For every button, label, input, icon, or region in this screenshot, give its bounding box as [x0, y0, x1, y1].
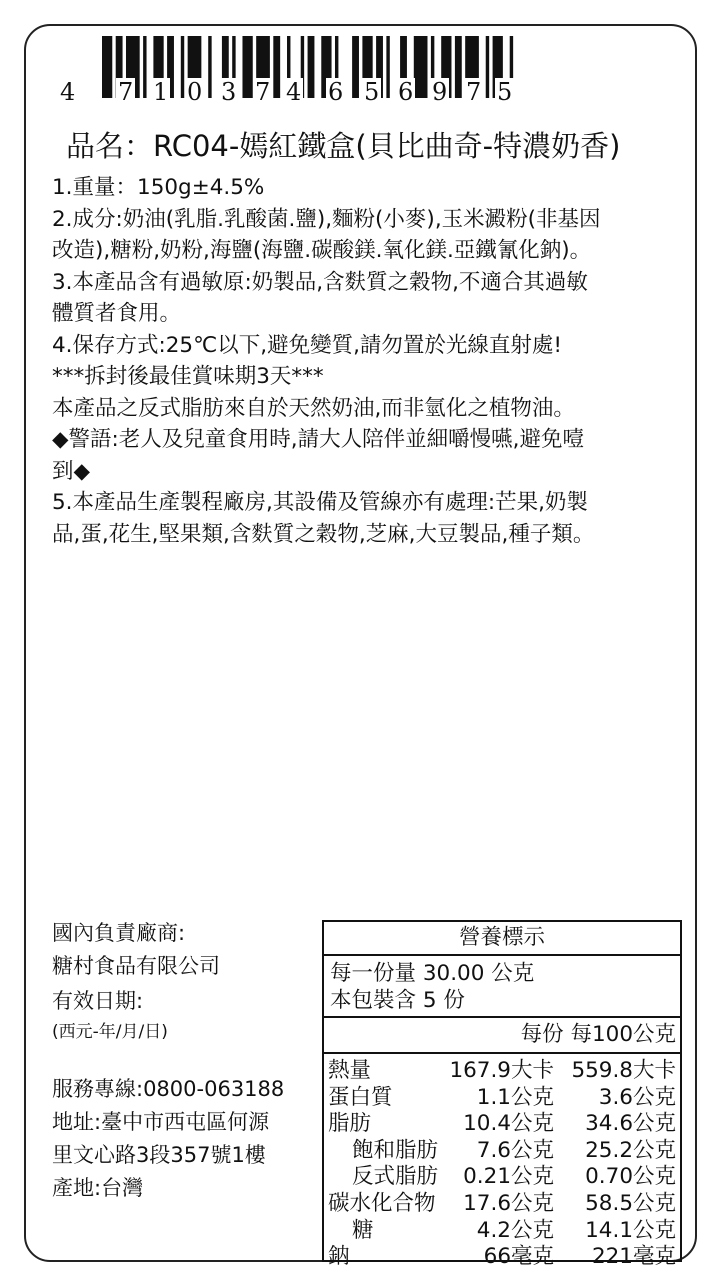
per-100g-value: 221毫克	[591, 1244, 676, 1270]
nutrient-name: 反式脂肪	[352, 1164, 439, 1190]
per-serving-value: 0.21公克	[463, 1164, 554, 1190]
barcode-digit: 9	[432, 78, 448, 106]
nutrient-name: 糖	[352, 1217, 374, 1243]
address-line: 地址:臺中市西屯區何源	[52, 1110, 270, 1134]
per-serving-value: 66毫克	[483, 1244, 554, 1270]
barcode-digit: 3	[221, 78, 237, 106]
nutrient-name: 飽和脂肪	[352, 1137, 439, 1163]
per-100g-value: 14.1公克	[585, 1217, 676, 1243]
expiry-format: (西元-年/月/日)	[52, 1022, 168, 1042]
barcode-digit: 4	[286, 78, 302, 106]
servings-per-package: 本包裝含 5 份	[330, 988, 465, 1013]
serving-info	[324, 956, 680, 1018]
per-100g-value: 0.70公克	[585, 1164, 676, 1190]
per-serving-value: 10.4公克	[463, 1111, 554, 1137]
per-100g-value: 559.8大卡	[571, 1058, 676, 1083]
nutrition-row	[324, 1191, 680, 1218]
nutrient-name: 脂肪	[328, 1111, 372, 1137]
ingredients-line: 改造),糖粉,奶粉,海鹽(海鹽.碳酸鎂.氧化鎂.亞鐵氰化鈉)。	[52, 238, 592, 263]
nutrition-row	[324, 1218, 680, 1245]
barcode-digit: 6	[328, 78, 344, 106]
barcode-digit: 5	[497, 78, 513, 106]
nutrition-row	[324, 1164, 680, 1191]
warning-line: 到◆	[52, 458, 91, 484]
manufacturer-name: 糖村食品有限公司	[52, 954, 220, 978]
product-description	[52, 172, 682, 550]
nutrient-name: 鈉	[328, 1244, 350, 1270]
storage-line: 4.保存方式:25℃以下,避免變質,請勿置於光線直射處!	[52, 332, 563, 358]
nutrition-rows	[324, 1054, 680, 1271]
serving-size: 每一份量 30.00 公克	[330, 961, 535, 986]
allergen-line: 體質者食用。	[52, 301, 182, 326]
ingredients-line: 2.成分:奶油(乳脂.乳酸菌.鹽),麵粉(小麥),玉米澱粉(非基因	[52, 206, 601, 232]
nutrient-name: 熱量	[328, 1058, 372, 1083]
per-serving-value: 167.9大卡	[449, 1058, 554, 1083]
trans-fat-note: 本產品之反式脂肪來自於天然奶油,而非氫化之植物油。	[52, 395, 575, 421]
manufacturer-label: 國內負責廠商:	[52, 921, 186, 945]
barcode-digit: 5	[364, 78, 380, 106]
nutrition-row	[324, 1085, 680, 1112]
per-100g-value: 34.6公克	[585, 1111, 676, 1137]
expiry-label: 有效日期:	[52, 989, 144, 1013]
per-serving-value: 1.1公克	[476, 1084, 554, 1110]
barcode-digit: 7	[466, 78, 482, 106]
weight-line: 1.重量：150g±4.5%	[52, 175, 265, 200]
address-line: 里文心路3段357號1樓	[52, 1143, 266, 1167]
barcode-digits	[58, 78, 528, 106]
column-headers: 每份 每100公克	[324, 1018, 680, 1054]
nutrition-row	[324, 1111, 680, 1138]
facility-line: 品,蛋,花生,堅果類,含麩質之穀物,芝麻,大豆製品,種子類。	[52, 521, 595, 547]
allergen-line: 3.本產品含有過敏原:奶製品,含麩質之穀物,不適合其過敏	[52, 269, 588, 295]
per-100g-value: 58.5公克	[585, 1190, 676, 1216]
nutrient-name: 蛋白質	[328, 1084, 393, 1110]
product-name: 品名：RC04-嫣紅鐵盒(貝比曲奇-特濃奶香)	[66, 129, 621, 163]
warning-line: ◆警語:老人及兒童食用時,請大人陪伴並細嚼慢嚥,避免噎	[52, 427, 584, 452]
per-serving-value: 17.6公克	[463, 1190, 554, 1216]
barcode-digit: 6	[398, 78, 414, 106]
nutrition-facts-table	[322, 920, 682, 1270]
per-100g-value: 25.2公克	[585, 1137, 676, 1163]
best-before-line: ***拆封後最佳賞味期3天***	[52, 364, 324, 389]
per-serving-value: 7.6公克	[476, 1137, 554, 1163]
nutrition-row	[324, 1244, 680, 1271]
per-100g-value: 3.6公克	[598, 1084, 676, 1110]
nutrition-title: 營養標示	[324, 922, 680, 956]
barcode-digit: 7	[255, 78, 271, 106]
barcode-digit: 1	[153, 78, 169, 106]
origin: 產地:台灣	[52, 1176, 144, 1200]
facility-line: 5.本產品生產製程廠房,其設備及管線亦有處理:芒果,奶製	[52, 490, 588, 515]
per-serving-value: 4.2公克	[476, 1217, 554, 1243]
barcode-digit: 7	[118, 78, 134, 106]
nutrient-name: 碳水化合物	[328, 1190, 436, 1216]
nutrition-row	[324, 1138, 680, 1165]
barcode-digit: 4	[60, 78, 76, 106]
nutrition-row	[324, 1058, 680, 1085]
service-hotline: 服務專線:0800-063188	[52, 1077, 285, 1101]
barcode-digit: 0	[187, 78, 203, 106]
